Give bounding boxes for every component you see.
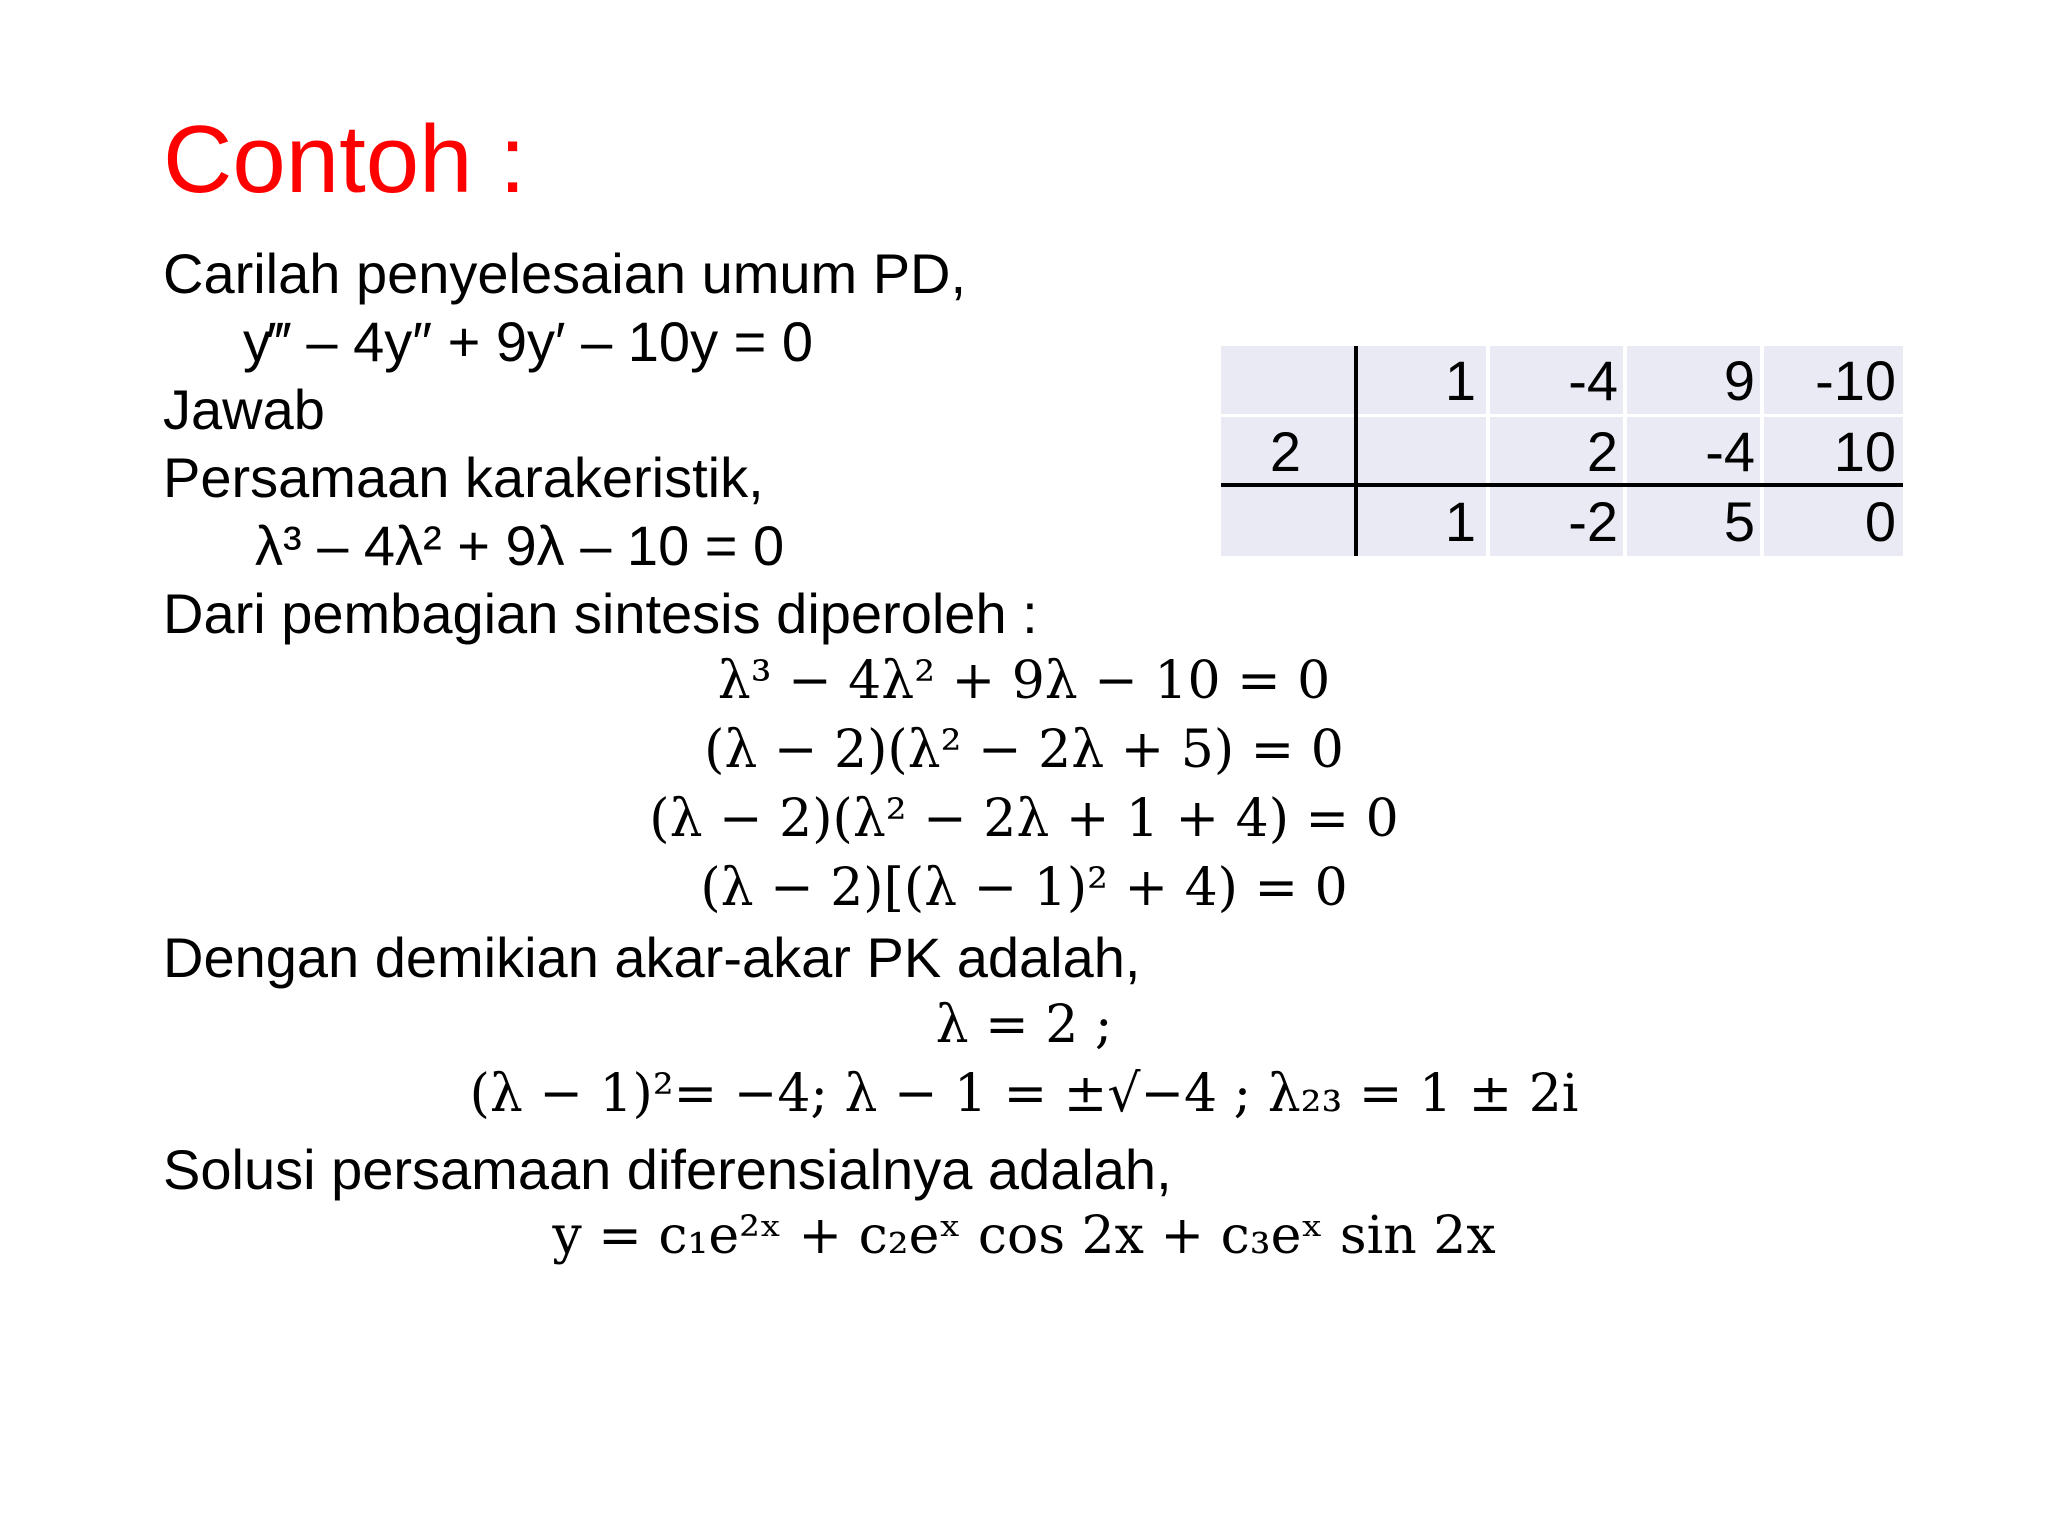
table-cell: -4 bbox=[1568, 349, 1618, 412]
table-cell: 1 bbox=[1444, 490, 1476, 553]
synthetic-division-table bbox=[1221, 346, 1903, 556]
root-complex: (λ − 1)²= −4; λ − 1 = ±√−4 ; λ₂₃ = 1 ± 2i bbox=[469, 1064, 1579, 1124]
root-real: λ = 2 ; bbox=[935, 995, 1113, 1055]
equation-step-2: (λ − 2)(λ² − 2λ + 5) = 0 bbox=[704, 720, 1344, 780]
differential-equation: y‴ – 4y″ + 9y′ – 10y = 0 bbox=[243, 310, 814, 373]
roots-label: Dengan demikian akar-akar PK adalah, bbox=[163, 926, 1141, 989]
equation-step-1: λ³ − 4λ² + 9λ − 10 = 0 bbox=[717, 651, 1331, 711]
problem-statement: Carilah penyelesaian umum PD, bbox=[163, 242, 967, 305]
table-cell bbox=[1221, 346, 1321, 416]
table-cell: 5 bbox=[1723, 490, 1755, 553]
equation-step-3: (λ − 2)(λ² − 2λ + 1 + 4) = 0 bbox=[649, 789, 1399, 849]
table-cell: 0 bbox=[1864, 490, 1896, 553]
characteristic-label: Persamaan karakeristik, bbox=[163, 446, 764, 509]
table-cell-divisor: 2 bbox=[1269, 420, 1301, 483]
table-cell: 1 bbox=[1444, 349, 1476, 412]
table-cell: -4 bbox=[1705, 420, 1755, 483]
division-vertical-line bbox=[1354, 346, 1358, 556]
table-cell: 9 bbox=[1723, 349, 1755, 412]
table-cell bbox=[1221, 487, 1321, 557]
table-cell: 2 bbox=[1586, 420, 1618, 483]
table-cell: -10 bbox=[1815, 349, 1896, 412]
synthetic-division-label: Dari pembagian sintesis diperoleh : bbox=[163, 582, 1038, 645]
slide-title: Contoh : bbox=[163, 106, 526, 213]
equation-step-4: (λ − 2)[(λ − 1)² + 4) = 0 bbox=[700, 858, 1348, 918]
general-solution: y = c₁e²ˣ + c₂eˣ cos 2x + c₃eˣ sin 2x bbox=[552, 1206, 1496, 1266]
table-cell: -2 bbox=[1568, 490, 1618, 553]
division-horizontal-line bbox=[1221, 483, 1903, 487]
table-cell bbox=[1358, 417, 1476, 487]
solution-label: Solusi persamaan diferensialnya adalah, bbox=[163, 1138, 1172, 1201]
characteristic-equation: λ³ – 4λ² + 9λ – 10 = 0 bbox=[255, 514, 785, 577]
answer-label: Jawab bbox=[163, 378, 325, 441]
table-cell: 10 bbox=[1833, 420, 1896, 483]
